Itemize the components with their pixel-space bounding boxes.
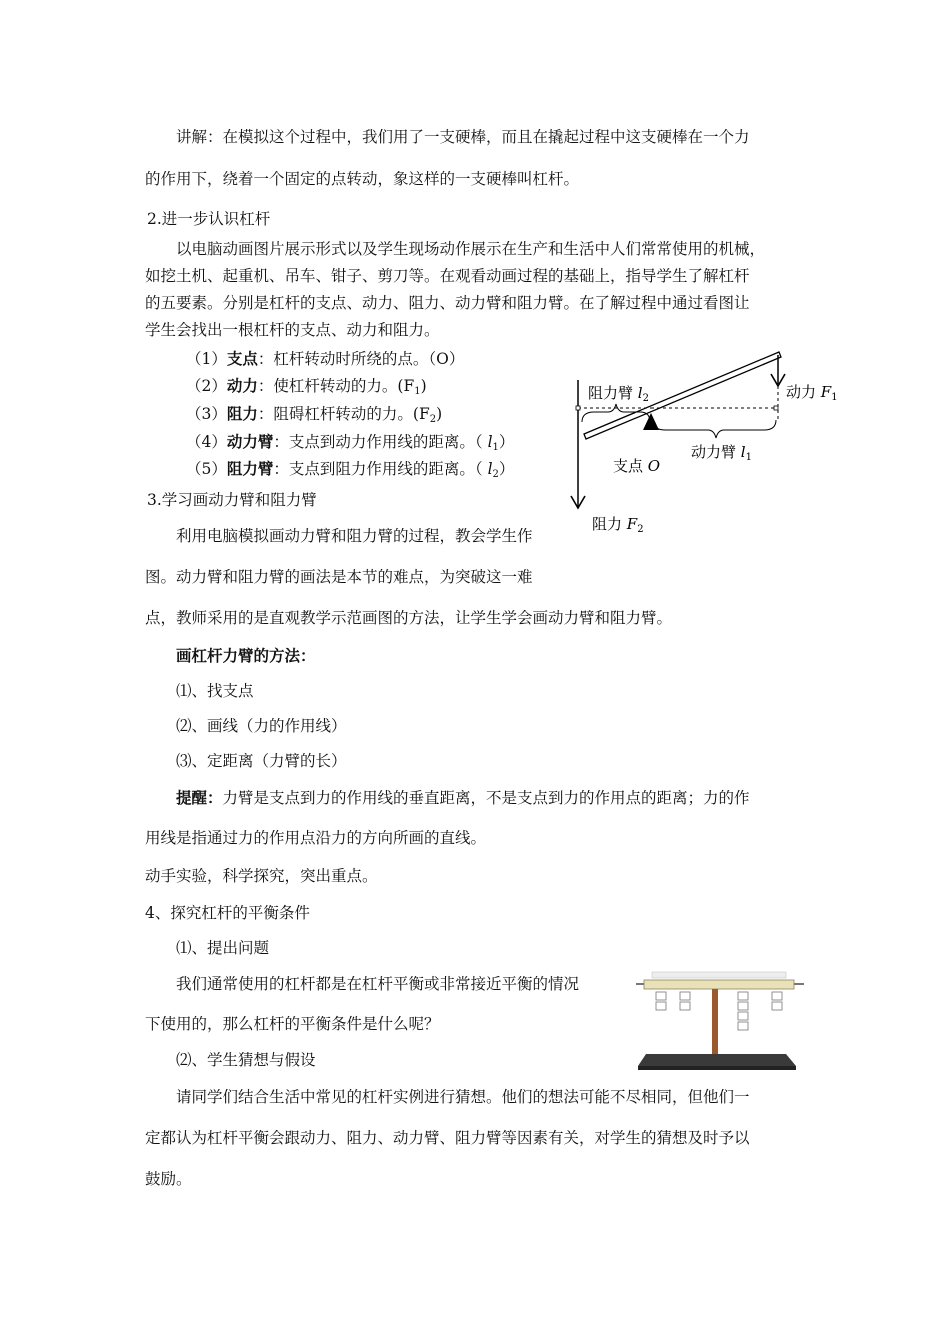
- method-step: ⑶、定距离（力臂的长）: [176, 752, 347, 770]
- paragraph-line: 我们通常使用的杠杆都是在杠杆平衡或非常接近平衡的情况: [176, 975, 580, 993]
- method-step: ⑴、找支点: [176, 682, 254, 700]
- sub-heading: ⑴、提出问题: [176, 939, 270, 957]
- resistance-arm-label: 阻力臂 $l_2$: [588, 384, 649, 404]
- paragraph-line: 以电脑动画图片展示形式以及学生现场动作展示在生产和生活中人们常常使用的机械，: [176, 240, 766, 258]
- paragraph-line: 定都认为杠杆平衡会跟动力、阻力、动力臂、阻力臂等因素有关，对学生的猜想及时予以: [145, 1129, 750, 1147]
- list-item: （3）阻力：阻碍杠杆转动的力。$(F_2)$: [186, 404, 443, 425]
- paragraph-line: 点，教师采用的是直观教学示范画图的方法，让学生学会画动力臂和阻力臂。: [145, 609, 673, 627]
- paragraph-line: 图。动力臂和阻力臂的画法是本节的难点，为突破这一难: [145, 568, 533, 586]
- method-step: ⑵、画线（力的作用线）: [176, 717, 347, 735]
- method-title: 画杠杆力臂的方法：: [176, 646, 316, 665]
- paragraph-line: 利用电脑模拟画动力臂和阻力臂的过程，教会学生作: [176, 527, 533, 545]
- reminder-line: 提醒：力臂是支点到力的作用线的垂直距离，不是支点到力的作用点的距离；力的作: [176, 788, 750, 807]
- section-heading: 4、探究杠杆的平衡条件: [145, 904, 310, 922]
- paragraph-line: 的五要素。分别是杠杆的支点、动力、阻力、动力臂和阻力臂。在了解过程中通过看图让: [145, 294, 750, 312]
- effort-force-label: 动力 $F_1$: [786, 383, 838, 403]
- paragraph-line: 动手实验，科学探究，突出重点。: [145, 867, 378, 885]
- sub-heading: ⑵、学生猜想与假设: [176, 1051, 316, 1069]
- fulcrum-triangle: [643, 413, 659, 430]
- paragraph-line: 学生会找出一根杠杆的支点、动力和阻力。: [145, 321, 440, 339]
- paragraph-line: 用线是指通过力的作用点沿力的方向所画的直线。: [145, 829, 487, 847]
- paragraph-line: 请同学们结合生活中常见的杠杆实例进行猜想。他们的想法可能不尽相同，但他们一: [176, 1088, 750, 1106]
- section-heading: 3.学习画动力臂和阻力臂: [147, 491, 317, 509]
- fulcrum-label: 支点 O: [613, 457, 661, 475]
- paragraph-line: 讲解：在模拟这个过程中，我们用了一支硬棒，而且在撬起过程中这支硬棒在一个力: [176, 128, 750, 146]
- paragraph-line: 下使用的，那么杠杆的平衡条件是什么呢？: [145, 1015, 440, 1033]
- resistance-force-label: 阻力 $F_2$: [592, 515, 644, 535]
- effort-arm-label: 动力臂 $l_1$: [691, 443, 752, 463]
- list-item: （5）阻力臂：支点到阻力作用线的距离。（ $l_2$）: [186, 459, 515, 480]
- lever-balance-photo: [626, 968, 812, 1074]
- list-item: （2）动力：使杠杆转动的力。$(F_1)$: [186, 376, 427, 397]
- paragraph-line: 如挖土机、起重机、吊车、钳子、剪刀等。在观看动画过程的基础上，指导学生了解杠杆: [145, 267, 750, 285]
- section-heading: 2.进一步认识杠杆: [147, 210, 271, 228]
- list-item: （1）支点：杠杆转动时所绕的点。（O）: [186, 349, 465, 368]
- effort-arm-brace: [652, 420, 776, 438]
- paragraph-line: 鼓励。: [145, 1170, 192, 1188]
- list-item: （4）动力臂：支点到动力作用线的距离。（ $l_1$）: [186, 432, 515, 453]
- lever-diagram: [560, 340, 850, 550]
- paragraph-line: 的作用下，绕着一个固定的点转动，象这样的一支硬棒叫杠杆。: [145, 170, 580, 188]
